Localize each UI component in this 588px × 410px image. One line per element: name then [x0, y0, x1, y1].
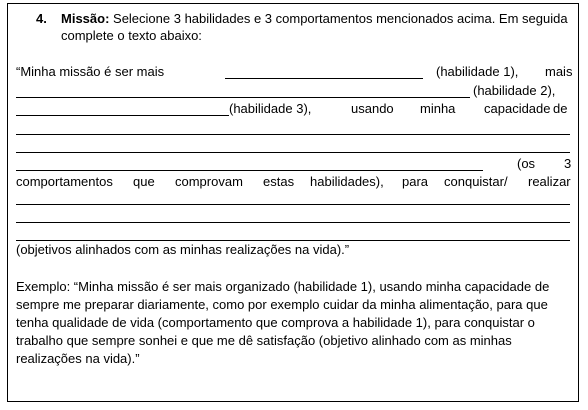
word-para: para: [402, 174, 429, 189]
skill-3-label: (habilidade 3),: [229, 101, 312, 116]
blank-line-10[interactable]: [16, 240, 570, 241]
word-estas: estas: [263, 174, 295, 189]
word-conquistar: conquistar/: [444, 174, 508, 189]
word-de: de: [553, 101, 568, 116]
word-habilidades: habilidades),: [310, 174, 384, 189]
word-3: 3: [564, 156, 572, 171]
blank-line-4[interactable]: [16, 134, 570, 135]
example-line-2: sempre me preparar diariamente, como por exemplo cuidar da minha alimentação, para que: [16, 297, 548, 312]
blank-skill-1[interactable]: [225, 78, 423, 79]
blank-line-6[interactable]: [16, 170, 483, 171]
heading-text: Selecione 3 habilidades e 3 comportamentos mencionados acima. Em seguida: [109, 11, 568, 26]
fill-intro: “Minha missão é ser mais: [16, 64, 165, 79]
word-comportamentos: comportamentos: [16, 174, 113, 189]
blank-line-9[interactable]: [16, 222, 570, 223]
word-realizar: realizar: [528, 174, 571, 189]
example-line-1: Exemplo: “Minha missão é ser mais organizado (habilidade 1), usando minha capacidade de: [16, 279, 550, 294]
heading-line-1: [61, 11, 568, 27]
word-minha: minha: [420, 101, 456, 116]
heading-title: Missão:: [61, 11, 110, 26]
example-line-3: tenha qualidade de vida (comportamento que comprova a habilidade 1), para conquistar o: [16, 315, 535, 330]
blank-skill-2[interactable]: [16, 97, 470, 98]
heading-line-2: complete o texto abaixo:: [61, 28, 202, 43]
fill-closing: (objetivos alinhados com as minhas realizações na vida).”: [16, 242, 350, 257]
skill-2-label: (habilidade 2),: [473, 83, 556, 98]
word-usando: usando: [351, 101, 394, 116]
example-line-4: trabalho que sempre sonhei e que me dê satisfação (objetivo alinhado com as minhas: [16, 333, 512, 348]
word-comprovam: comprovam: [175, 174, 243, 189]
skill-1-label: (habilidade 1),: [436, 64, 519, 79]
example-line-5: realizações na vida).”: [16, 351, 140, 366]
blank-skill-3[interactable]: [16, 115, 229, 116]
more-word: mais: [545, 64, 573, 79]
word-capacidade: capacidade: [484, 101, 551, 116]
mission-box: [7, 3, 579, 402]
word-que: que: [133, 174, 155, 189]
blank-line-5[interactable]: [16, 152, 570, 153]
word-os: (os: [517, 156, 536, 171]
item-number: 4.: [36, 11, 47, 26]
blank-line-8[interactable]: [16, 204, 570, 205]
